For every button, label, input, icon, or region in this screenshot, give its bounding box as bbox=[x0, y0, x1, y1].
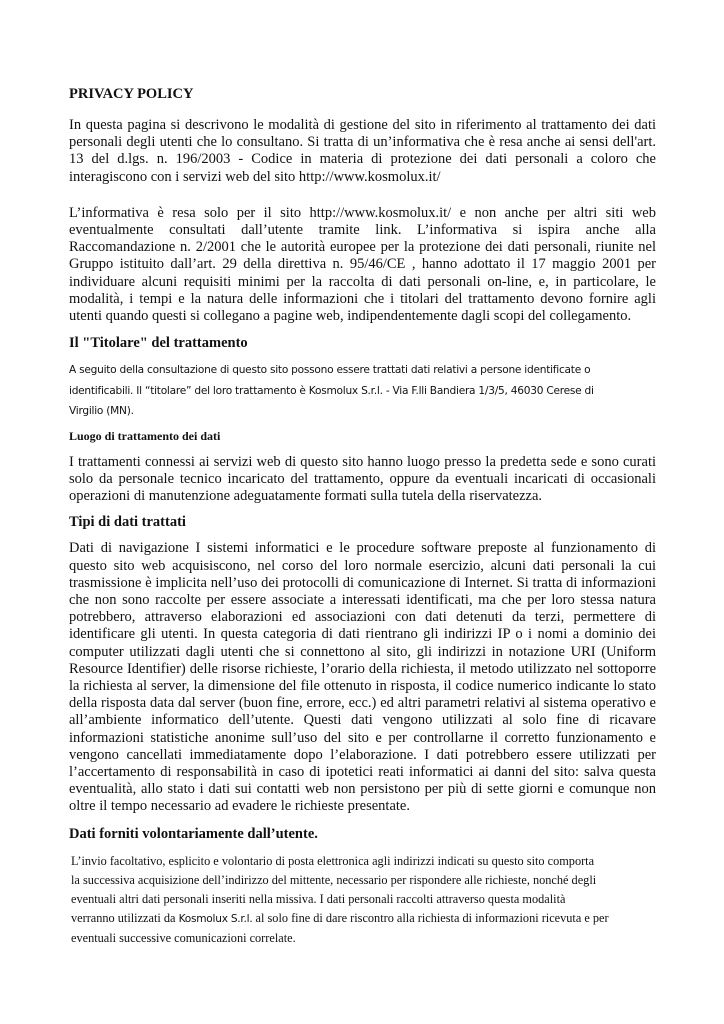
tipi-heading: Tipi di dati trattati bbox=[69, 514, 186, 531]
page-title: PRIVACY POLICY bbox=[69, 86, 194, 102]
dati-forniti-paragraph bbox=[69, 852, 656, 948]
luogo-heading: Luogo di trattamento dei dati bbox=[69, 428, 221, 443]
dati-forniti-line: L’invio facoltativo, esplicito e volontario di posta elettronica agli indirizzi indicati su questo sito comporta bbox=[71, 853, 595, 868]
titolare-line: A seguito della consultazione di questo sito possono essere trattati dati relativi a persone identificate o bbox=[69, 364, 591, 377]
dati-forniti-line: eventuali altri dati personali inseriti nella missiva. I dati personali raccolti attraverso questa modalità bbox=[71, 891, 566, 906]
tipi-paragraph: Dati di navigazione I sistemi informatici e le procedure software preposte al funzionamento di questo sito web acquisiscono, nel corso del loro normale esercizio, alcuni dati personali la cui trasmissione è implicita nell’uso dei protocolli di comunicazione di Internet. Si tratta di informazioni che non sono raccolte per essere associate a interessati identificati, ma che per loro stessa natura potrebbero, attraverso elaborazioni ed associazioni con dati detenuti da terzi, permettere di identificare gli utenti. In questa categoria di dati rientrano gli indirizzi IP o i nomi a dominio dei computer utilizzati dagli utenti che si connettono al sito, gli indirizzi in notazione URI (Uniform Resource Identifier) delle risorse richieste, l’orario della richiesta, il metodo utilizzato nel sottoporre la richiesta al server, la dimensione del file ottenuto in risposta, il codice numerico indicante lo stato della risposta data dal server (buon fine, errore, ecc.) ed altri parametri relativi al sistema operativo e all’ambiente informatico dell’utente. Questi dati vengono utilizzati al solo fine di ricavare informazioni statistiche anonime sull’uso del sito e per controllarne il corretto funzionamento e vengono cancellati immediatamente dopo l’elaborazione. I dati potrebbero essere utilizzati per l’accertamento di responsabilità in caso di ipotetici reati informatici ai danni del sito: salva questa eventualità, allo stato i dati sui contatti web non persistono per più di sette giorni e comunque non oltre il tempo necessario ad evadere le richieste presentate. bbox=[69, 540, 656, 815]
titolare-line: Virgilio (MN). bbox=[69, 405, 134, 418]
dati-forniti-line bbox=[71, 909, 656, 929]
titolare-heading: Il "Titolare" del trattamento bbox=[69, 335, 248, 352]
dati-forniti-line: la successiva acquisizione dell’indirizzo del mittente, necessario per rispondere alle richieste, nonché degli bbox=[71, 872, 597, 887]
intro-paragraph-1: In questa pagina si descrivono le modalità di gestione del sito in riferimento al trattamento dei dati personali degli utenti che lo consultano. Si tratta di un’informativa che è resa anche ai sensi dell'art. 13 del d.lgs. n. 196/2003 - Codice in materia di protezione dei dati personali a coloro che interagiscono con i servizi web del sito http://www.kosmolux.it/ bbox=[69, 117, 656, 185]
line-text: al solo fine di dare riscontro alla richiesta di informazioni ricevuta e per bbox=[252, 910, 609, 925]
intro-paragraph-2: L’informativa è resa solo per il sito http://www.kosmolux.it/ e non anche per altri siti web eventualmente consultati dall’utente tramite link. L’informativa si ispira anche alla Raccomandazione n. 2/2001 che le autorità europee per la protezione dei dati personali, riunite nel Gruppo istituito dall’art. 29 della direttiva n. 95/46/CE , hanno adottato il 17 maggio 2001 per individuare alcuni requisiti minimi per la raccolta di dati personali on-line, e, in particolare, le modalità, i tempi e la natura delle informazioni che i titolari del trattamento devono fornire agli utenti quando questi si collegano a pagine web, indipendentemente dagli scopi del collegamento. bbox=[69, 204, 656, 325]
luogo-paragraph: I trattamenti connessi ai servizi web di questo sito hanno luogo presso la predetta sede e sono curati solo da personale tecnico incaricato del trattamento, oppure da eventuali incaricati di occasionali operazioni di manutenzione adeguatamente formati sulla tutela della riservatezza. bbox=[69, 453, 656, 505]
dati-forniti-heading: Dati forniti volontariamente dall’utente. bbox=[69, 825, 318, 842]
titolare-line: identificabili. Il “titolare” del loro trattamento è Kosmolux S.r.l. - Via F.lli Bandiera 1/3/5, 46030 Cerese di bbox=[69, 384, 594, 397]
company-name: Kosmolux S.r.l. bbox=[178, 912, 253, 925]
dati-forniti-line: eventuali successive comunicazioni correlate. bbox=[71, 930, 296, 945]
titolare-paragraph bbox=[69, 360, 656, 422]
document-page bbox=[69, 84, 656, 948]
line-text: verranno utilizzati da bbox=[71, 910, 179, 925]
